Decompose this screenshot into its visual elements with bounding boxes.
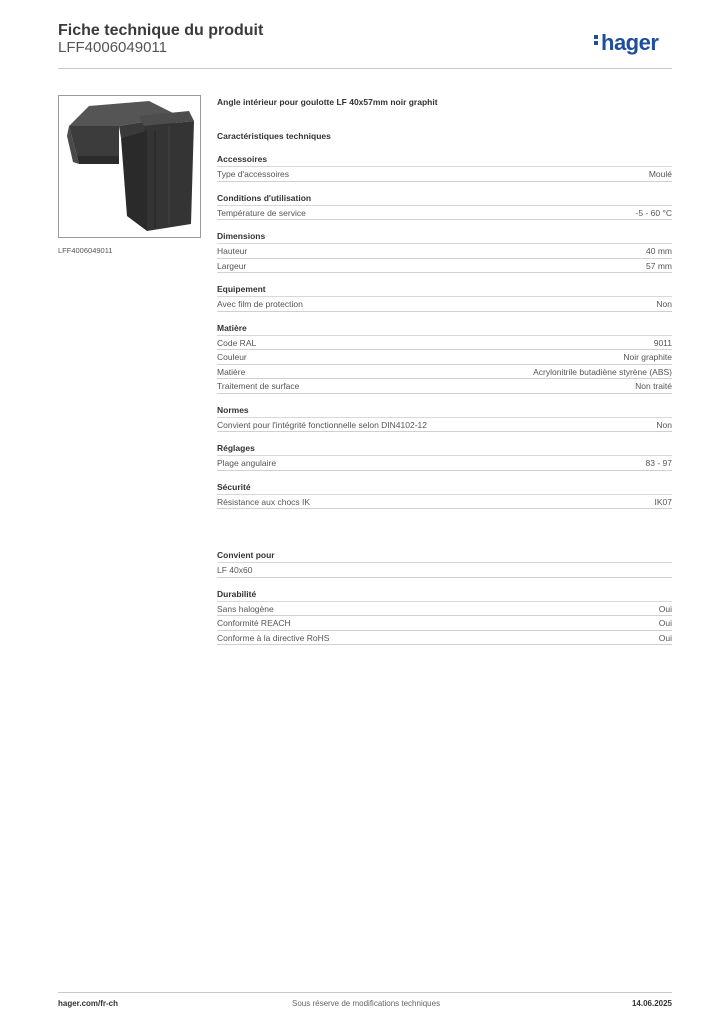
spec-row xyxy=(217,259,672,274)
spec-label: Température de service xyxy=(217,207,306,218)
spec-label: LF 40x60 xyxy=(217,565,253,575)
spec-group-title: Réglages xyxy=(217,442,672,456)
spec-label: Traitement de surface xyxy=(217,381,300,391)
spec-label: Type d'accessoires xyxy=(217,169,290,179)
spec-label: Hauteur xyxy=(217,246,248,256)
spec-row xyxy=(217,336,672,351)
page-title: Fiche technique du produit xyxy=(58,22,264,39)
spec-group-title: Normes xyxy=(217,404,672,418)
spec-value: Non xyxy=(656,299,672,309)
section-spacer xyxy=(217,509,672,539)
spec-row xyxy=(217,297,672,312)
spec-label: Convient pour l'intégrité fonctionnelle selon DIN4102-12 xyxy=(217,419,428,430)
logo-dots-icon xyxy=(594,33,599,47)
spec-label: Avec film de protection xyxy=(217,299,303,309)
spec-group xyxy=(217,549,672,578)
image-caption: LFF4006049011 xyxy=(58,246,113,255)
spec-value: Oui xyxy=(658,618,672,628)
spec-value: Noir graphite xyxy=(623,352,672,362)
spec-group xyxy=(217,192,672,221)
spec-row xyxy=(217,365,672,380)
product-reference: LFF4006049011 xyxy=(58,39,167,56)
spec-label: Conforme à la directive RoHS xyxy=(217,632,330,643)
spec-group-title: Dimensions xyxy=(217,230,672,244)
spec-group xyxy=(217,588,672,646)
spec-row xyxy=(217,418,672,433)
spec-content xyxy=(217,95,672,645)
spec-group xyxy=(217,404,672,433)
spec-row xyxy=(217,206,672,221)
footer-disclaimer: Sous réserve de modifications techniques xyxy=(292,999,441,1008)
spec-label: Code RAL xyxy=(217,337,257,348)
footer-date: 14.06.2025 xyxy=(631,999,672,1008)
spec-group-title: Equipement xyxy=(217,283,672,297)
logo-text: hager xyxy=(601,30,659,55)
spec-value: Acrylonitrile butadiène styrène (ABS) xyxy=(533,366,672,377)
spec-row xyxy=(217,495,672,510)
spec-value: Moulé xyxy=(648,169,672,179)
spec-label: Sans halogène xyxy=(217,603,274,614)
spec-label: Largeur xyxy=(217,260,247,271)
spec-group-title: Convient pour xyxy=(217,549,672,563)
spec-value: Non xyxy=(656,419,672,430)
spec-group-title: Accessoires xyxy=(217,153,672,167)
spec-row xyxy=(217,456,672,471)
spec-value: Oui xyxy=(658,632,672,643)
spec-row xyxy=(217,244,672,259)
spec-label: Résistance aux chocs IK xyxy=(217,496,311,507)
spec-group-title: Matière xyxy=(217,322,672,336)
spec-group-title: Sécurité xyxy=(217,481,672,495)
spec-value: Oui xyxy=(658,603,672,614)
spec-group xyxy=(217,322,672,394)
spec-groups xyxy=(217,153,672,509)
product-image xyxy=(58,95,201,238)
spec-row xyxy=(217,563,672,578)
spec-row xyxy=(217,350,672,365)
header-divider xyxy=(58,68,672,69)
product-name: Angle intérieur pour goulotte LF 40x57mm noir graphit xyxy=(217,97,438,107)
spec-value: -5 - 60 °C xyxy=(635,207,672,218)
footer-divider xyxy=(58,992,672,993)
spec-value: 57 mm xyxy=(646,260,672,271)
spec-label: Couleur xyxy=(217,352,247,362)
spec-group xyxy=(217,481,672,510)
spec-group xyxy=(217,153,672,182)
spec-group xyxy=(217,442,672,471)
spec-value: 40 mm xyxy=(646,246,672,256)
spec-label: Plage angulaire xyxy=(217,458,277,468)
footer-website-link[interactable]: hager.com/fr-ch xyxy=(58,999,119,1008)
hager-logo[interactable] xyxy=(594,30,658,56)
spec-group-title: Conditions d'utilisation xyxy=(217,192,672,206)
spec-group xyxy=(217,283,672,312)
spec-value: 83 - 97 xyxy=(645,458,672,468)
spec-row xyxy=(217,631,672,646)
spec-label: Matière xyxy=(217,366,246,377)
spec-row xyxy=(217,167,672,182)
corner-duct-icon xyxy=(59,96,200,237)
spec-groups-secondary xyxy=(217,549,672,645)
spec-value: IK07 xyxy=(654,496,672,507)
spec-row xyxy=(217,602,672,617)
spec-group-title: Durabilité xyxy=(217,588,672,602)
spec-value: 9011 xyxy=(653,337,672,348)
spec-label: Conformité REACH xyxy=(217,618,291,628)
spec-value: Non traité xyxy=(635,381,672,391)
spec-group xyxy=(217,230,672,273)
tech-section-title: Caractéristiques techniques xyxy=(217,131,331,141)
spec-row xyxy=(217,379,672,394)
spec-row xyxy=(217,616,672,631)
